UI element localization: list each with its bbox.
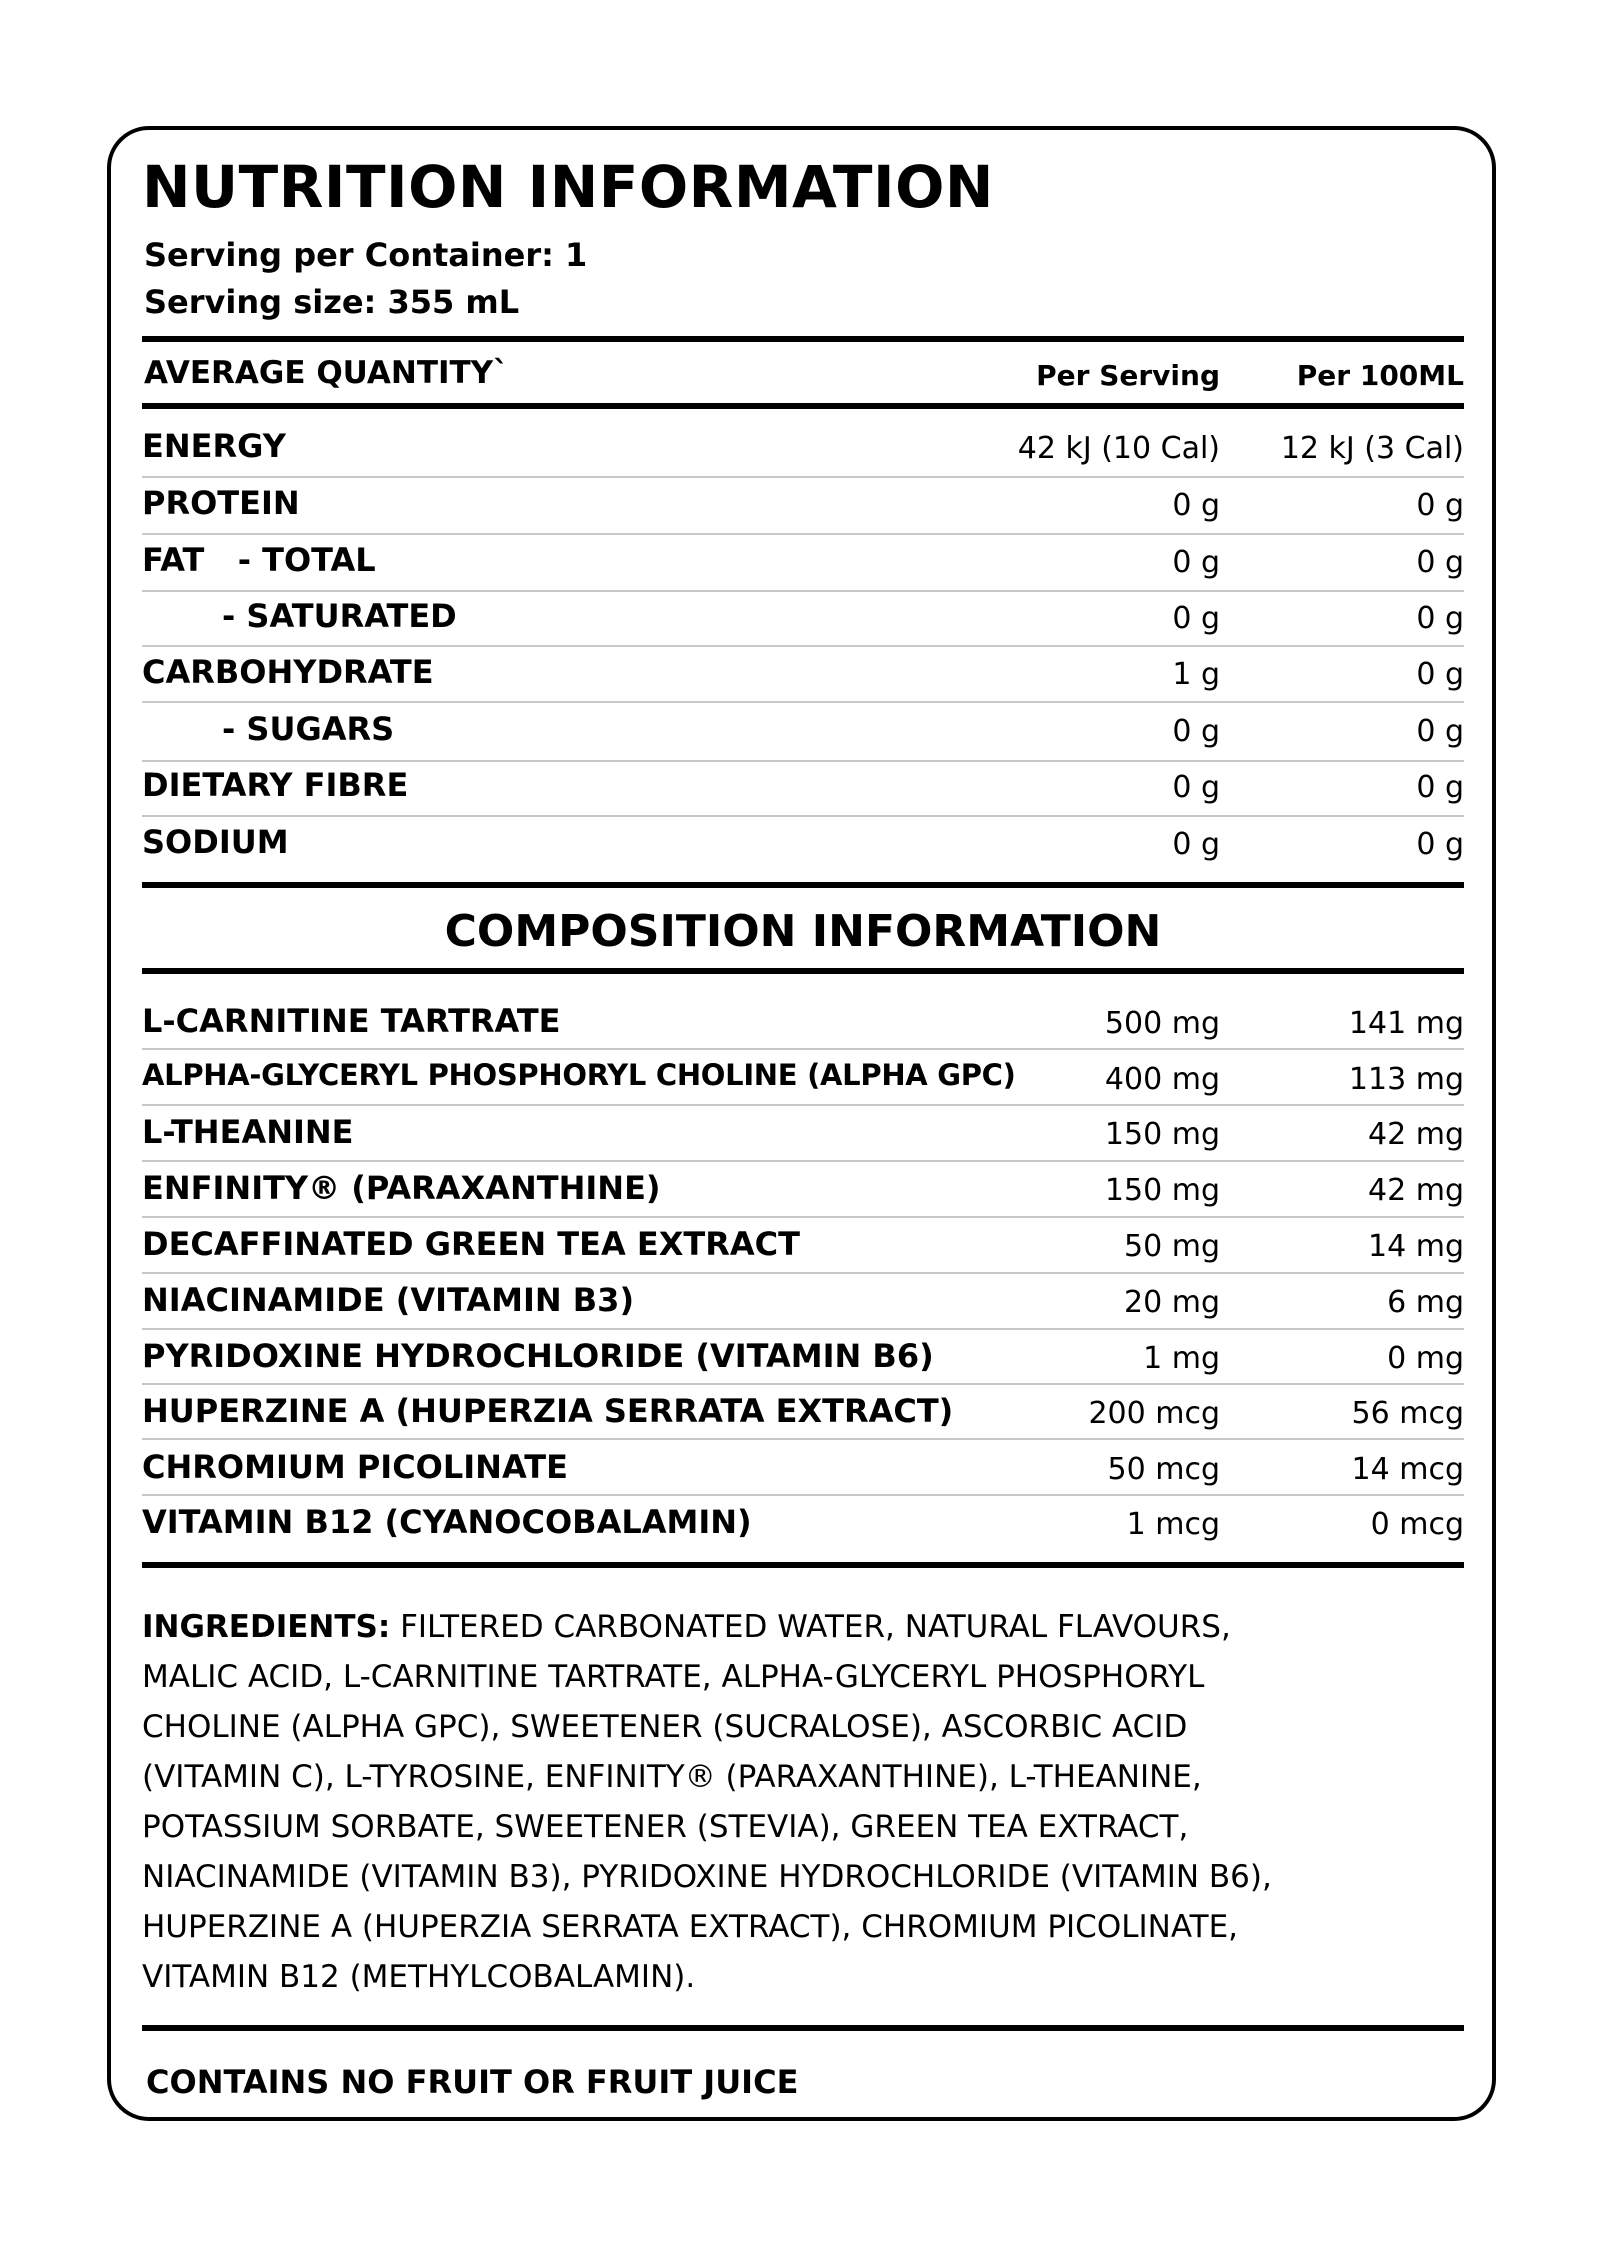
per-100ml-value: 0 g [1416,827,1464,862]
per-serving-value: 0 g [1172,488,1220,523]
row-separator [142,815,1464,817]
ingredient-label: DECAFFINATED GREEN TEA EXTRACT [142,1225,800,1263]
per-100ml-value: 0 mcg [1370,1507,1464,1542]
ingredients-line: MALIC ACID, L-CARNITINE TARTRATE, ALPHA-GLYCERYL PHOSPHORYL [142,1659,1205,1695]
composition-title: COMPOSITION INFORMATION [444,906,1162,957]
ingredient-label: L-THEANINE [142,1113,354,1151]
composition-row [142,1058,1464,1101]
ingredient-label: HUPERZINE A (HUPERZIA SERRATA EXTRACT) [142,1392,954,1430]
ingredients-line [142,1602,1444,1652]
ingredient-label: ENFINITY® (PARAXANTHINE) [142,1169,661,1207]
row-separator [142,1160,1464,1162]
ingredient-label: L-CARNITINE TARTRATE [142,1002,561,1040]
per-serving-value: 0 g [1172,545,1220,580]
per-100ml-value: 6 mg [1387,1285,1464,1320]
ingredients-line: CHOLINE (ALPHA GPC), SWEETENER (SUCRALOSE), ASCORBIC ACID [142,1709,1188,1745]
nutrient-label: CARBOHYDRATE [142,653,434,691]
composition-row [142,1448,1464,1491]
per-serving-value: 20 mg [1124,1285,1220,1320]
nutrition-row-fat-total [142,541,1464,584]
nutrient-label: - SATURATED [222,597,457,635]
nutrition-row-sugars [142,710,1464,753]
per-serving-value: 0 g [1172,714,1220,749]
ingredients-line: NIACINAMIDE (VITAMIN B3), PYRIDOXINE HYDROCHLORIDE (VITAMIN B6), [142,1859,1272,1895]
nutrient-label: - SUGARS [222,710,395,748]
ingredient-label: PYRIDOXINE HYDROCHLORIDE (VITAMIN B6) [142,1337,934,1375]
composition-row [142,1225,1464,1268]
per-serving-value: 1 mcg [1126,1507,1220,1542]
ingredient-label: VITAMIN B12 (CYANOCOBALAMIN) [142,1503,752,1541]
composition-row [142,1392,1464,1435]
fruit-juice-note: CONTAINS NO FRUIT OR FRUIT JUICE [146,2063,799,2101]
per-100ml-header: Per 100ML [1296,359,1464,392]
per-100ml-value: 0 mg [1387,1341,1464,1376]
nutrition-row-sodium [142,823,1464,866]
row-separator [142,1272,1464,1274]
nutrition-row-energy [142,427,1464,470]
per-serving-value: 42 kJ (10 Cal) [1017,431,1220,466]
ingredients-block [142,1602,1444,2002]
row-separator [142,701,1464,703]
nutrition-rule-bottom [142,882,1464,888]
nutrition-row-dietary-fibre [142,766,1464,809]
per-100ml-value: 0 g [1416,601,1464,636]
composition-row [142,1002,1464,1045]
row-separator [142,1104,1464,1106]
row-separator [142,760,1464,762]
per-serving-value: 400 mg [1104,1062,1220,1097]
average-quantity-header: AVERAGE QUANTITY` [144,355,509,391]
header-rule-top [142,336,1464,342]
composition-row [142,1113,1464,1156]
nutrition-row-protein [142,484,1464,527]
per-100ml-value: 14 mcg [1351,1452,1464,1487]
row-separator [142,1328,1464,1330]
per-100ml-value: 141 mg [1348,1006,1464,1041]
ingredients-line: POTASSIUM SORBATE, SWEETENER (STEVIA), GREEN TEA EXTRACT, [142,1809,1189,1845]
row-separator [142,590,1464,592]
per-100ml-value: 0 g [1416,714,1464,749]
per-100ml-value: 113 mg [1348,1062,1464,1097]
ingredient-label: CHROMIUM PICOLINATE [142,1448,568,1486]
per-100ml-value: 12 kJ (3 Cal) [1280,431,1464,466]
ingredients-line: HUPERZINE A (HUPERZIA SERRATA EXTRACT), CHROMIUM PICOLINATE, [142,1909,1239,1945]
per-serving-value: 1 mg [1143,1341,1220,1376]
per-100ml-value: 14 mg [1368,1229,1464,1264]
composition-row [142,1503,1464,1546]
ingredients-line: (VITAMIN C), L-TYROSINE, ENFINITY® (PARAXANTHINE), L-THEANINE, [142,1759,1202,1795]
ingredient-label: NIACINAMIDE (VITAMIN B3) [142,1281,635,1319]
ingredients-line: VITAMIN B12 (METHYLCOBALAMIN). [142,1959,696,1995]
panel-title: NUTRITION INFORMATION [142,153,994,221]
per-100ml-value: 0 g [1416,657,1464,692]
composition-rule-bottom [142,1562,1464,1568]
row-separator [142,1494,1464,1496]
nutrition-panel [107,126,1496,2121]
per-serving-value: 50 mcg [1107,1452,1220,1487]
ingredients-text: FILTERED CARBONATED WATER, NATURAL FLAVOURS, [390,1609,1231,1645]
row-separator [142,1216,1464,1218]
per-100ml-value: 0 g [1416,545,1464,580]
per-serving-value: 0 g [1172,770,1220,805]
composition-row [142,1337,1464,1380]
nutrient-label: PROTEIN [142,484,300,522]
composition-rule-top [142,968,1464,974]
per-100ml-value: 0 g [1416,770,1464,805]
row-separator [142,476,1464,478]
row-separator [142,645,1464,647]
per-100ml-value: 42 mg [1368,1173,1464,1208]
per-100ml-value: 0 g [1416,488,1464,523]
per-serving-value: 50 mg [1124,1229,1220,1264]
servings-per-container: Serving per Container: 1 [144,236,588,274]
nutrient-label: FAT - TOTAL [142,541,376,579]
per-serving-value: 500 mg [1104,1006,1220,1041]
per-serving-value: 150 mg [1104,1173,1220,1208]
row-separator [142,1438,1464,1440]
nutrient-label: SODIUM [142,823,289,861]
nutrient-label: DIETARY FIBRE [142,766,409,804]
per-serving-header: Per Serving [1036,359,1220,392]
header-rule-bottom [142,403,1464,409]
per-serving-value: 0 g [1172,601,1220,636]
serving-size: Serving size: 355 mL [144,283,520,321]
composition-row [142,1169,1464,1212]
per-serving-value: 150 mg [1104,1117,1220,1152]
ingredient-label: ALPHA-GLYCERYL PHOSPHORYL CHOLINE (ALPHA GPC) [142,1058,1016,1092]
per-100ml-value: 56 mcg [1351,1396,1464,1431]
nutrition-row-saturated [142,597,1464,640]
nutrient-label: ENERGY [142,427,286,465]
ingredients-rule-bottom [142,2025,1464,2031]
row-separator [142,533,1464,535]
composition-row [142,1281,1464,1324]
per-serving-value: 200 mcg [1088,1396,1220,1431]
per-serving-value: 1 g [1172,657,1220,692]
row-separator [142,1383,1464,1385]
nutrition-row-carbohydrate [142,653,1464,696]
per-100ml-value: 42 mg [1368,1117,1464,1152]
ingredients-heading: INGREDIENTS: [142,1609,391,1645]
per-serving-value: 0 g [1172,827,1220,862]
row-separator [142,1048,1464,1050]
